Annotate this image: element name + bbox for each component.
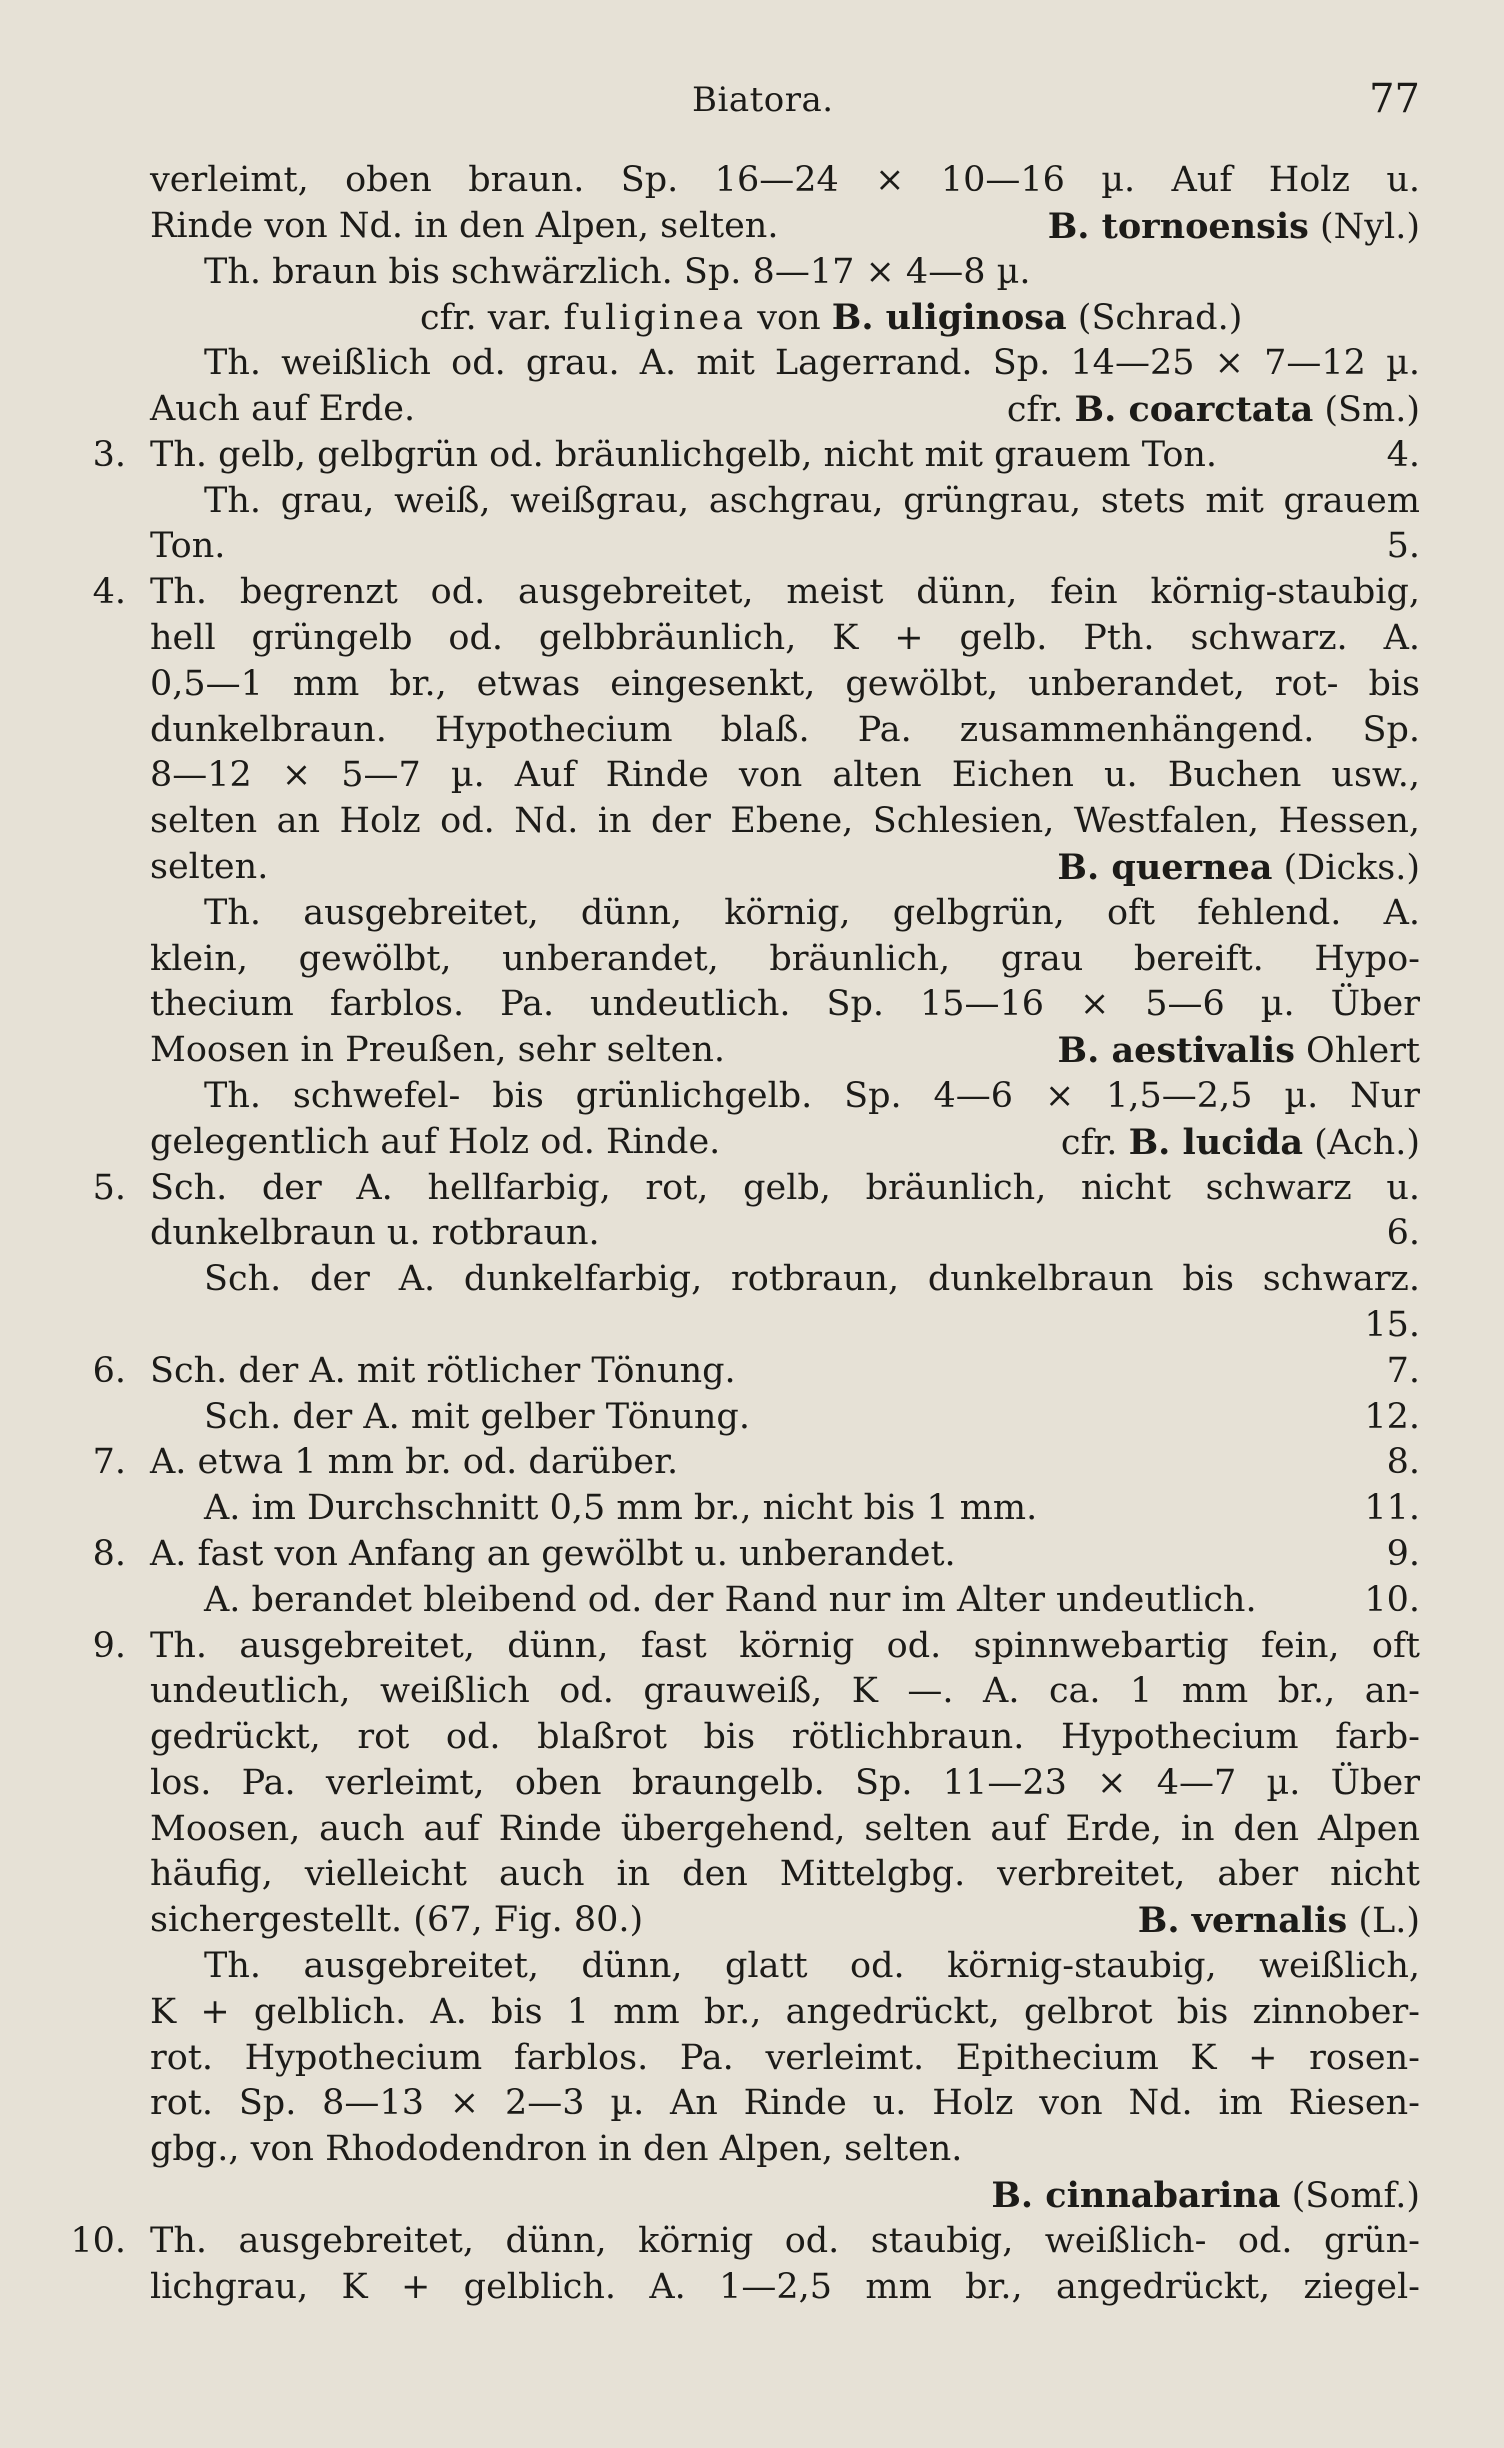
key-number: 6. bbox=[92, 1350, 126, 1391]
text-line bbox=[0, 937, 1504, 983]
text-line bbox=[0, 2036, 1504, 2082]
text-line bbox=[0, 753, 1504, 799]
text-line bbox=[0, 341, 1504, 387]
text-line bbox=[0, 708, 1504, 754]
species-reference bbox=[1058, 1028, 1420, 1075]
line-text: gelegentlich auf Holz od. Rinde. bbox=[150, 1121, 721, 1162]
species-name: B. aestivalis bbox=[1057, 1030, 1295, 1072]
line-text: hell grüngelb od. gelbbräunlich, K + gelb. Pth. schwarz. A. bbox=[150, 617, 1420, 658]
text-line bbox=[0, 1028, 1504, 1074]
key-target-number: 9. bbox=[1386, 1533, 1420, 1574]
reference-prefix: cfr. var. bbox=[420, 298, 564, 339]
line-text: Sch. der A. hellfarbig, rot, gelb, bräunlich, nicht schwarz u. bbox=[150, 1167, 1420, 1208]
species-reference bbox=[1048, 204, 1420, 251]
text-line bbox=[0, 1852, 1504, 1898]
key-target-number: 5. bbox=[1386, 526, 1420, 567]
text-line bbox=[0, 158, 1504, 204]
species-name: B. cinnabarina bbox=[991, 2175, 1281, 2217]
key-number: 8. bbox=[92, 1533, 126, 1574]
line-text: thecium farblos. Pa. undeutlich. Sp. 15—16 × 5—6 µ. Über bbox=[150, 984, 1420, 1025]
line-text: Ton. bbox=[150, 526, 226, 567]
species-reference bbox=[1061, 1120, 1420, 1167]
text-line bbox=[0, 1761, 1504, 1807]
line-text: häufig, vielleicht auch in den Mittelgbg. verbreitet, aber nicht bbox=[150, 1854, 1420, 1895]
key-number: 7. bbox=[92, 1442, 126, 1483]
text-line bbox=[0, 1303, 1504, 1349]
text-line bbox=[0, 1486, 1504, 1532]
species-author: (Ach.) bbox=[1303, 1122, 1420, 1163]
text-line bbox=[0, 2265, 1504, 2311]
line-text: Th. gelb, gelbgrün od. bräunlichgelb, nicht mit grauem Ton. bbox=[150, 434, 1218, 475]
line-text: Sch. der A. dunkelfarbig, rotbraun, dunkelbraun bis schwarz. bbox=[204, 1259, 1420, 1300]
species-reference bbox=[1057, 845, 1420, 892]
text-line bbox=[0, 891, 1504, 937]
species-name: B. coarctata bbox=[1074, 388, 1314, 430]
text-line bbox=[0, 1578, 1504, 1624]
key-number: 9. bbox=[92, 1625, 126, 1666]
line-text: Th. begrenzt od. ausgebreitet, meist dünn, fein körnig-staubig, bbox=[150, 572, 1420, 613]
line-text: gbg., von Rhododendron in den Alpen, selten. bbox=[150, 2129, 963, 2170]
line-text: A. fast von Anfang an gewölbt u. unberandet. bbox=[150, 1533, 956, 1574]
key-target-number: 6. bbox=[1386, 1213, 1420, 1254]
species-author: (Dicks.) bbox=[1272, 847, 1420, 888]
line-text: selten. bbox=[150, 846, 269, 887]
line-text: rot. Sp. 8—13 × 2—3 µ. An Rinde u. Holz von Nd. im Riesen- bbox=[150, 2083, 1420, 2124]
line-text: selten an Holz od. Nd. in der Ebene, Schlesien, Westfalen, Hessen, bbox=[150, 801, 1420, 842]
text-line bbox=[0, 1898, 1504, 1944]
line-text: gedrückt, rot od. blaßrot bis rötlichbraun. Hypothecium farb- bbox=[150, 1717, 1420, 1758]
text-body bbox=[0, 158, 1504, 2310]
text-line bbox=[0, 1669, 1504, 1715]
text-line bbox=[0, 2219, 1504, 2265]
species-reference bbox=[991, 2173, 1420, 2220]
text-line bbox=[0, 479, 1504, 525]
text-line bbox=[0, 2127, 1504, 2173]
text-line bbox=[0, 2081, 1504, 2127]
species-name: B. quernea bbox=[1057, 846, 1273, 888]
key-number: 10. bbox=[70, 2220, 126, 2261]
reference-connector: von bbox=[746, 298, 832, 339]
line-text: dunkelbraun u. rotbraun. bbox=[150, 1213, 600, 1254]
line-text: K + gelblich. A. bis 1 mm br., angedrückt, gelbrot bis zinnober- bbox=[150, 1991, 1420, 2032]
text-line bbox=[0, 1257, 1504, 1303]
species-name: B. tornoensis bbox=[1047, 205, 1309, 247]
text-line bbox=[0, 433, 1504, 479]
key-target-number: 7. bbox=[1386, 1350, 1420, 1391]
line-text: Auch auf Erde. bbox=[150, 388, 416, 429]
line-text: A. im Durchschnitt 0,5 mm br., nicht bis 1 mm. bbox=[204, 1488, 1038, 1529]
species-author: Ohlert bbox=[1294, 1031, 1420, 1072]
text-line bbox=[0, 1211, 1504, 1257]
text-line bbox=[0, 662, 1504, 708]
species-author: (Sm.) bbox=[1313, 389, 1420, 430]
line-text: Sch. der A. mit rötlicher Tönung. bbox=[150, 1350, 736, 1391]
line-text: sichergestellt. (67, Fig. 80.) bbox=[150, 1900, 644, 1941]
text-line bbox=[0, 2173, 1504, 2219]
line-text: 8—12 × 5—7 µ. Auf Rinde von alten Eichen u. Buchen usw., bbox=[150, 755, 1420, 796]
text-line bbox=[0, 1120, 1504, 1166]
text-line bbox=[0, 616, 1504, 662]
text-line bbox=[0, 1990, 1504, 2036]
text-line bbox=[0, 799, 1504, 845]
running-title: Biatora. bbox=[692, 80, 834, 120]
text-line bbox=[0, 982, 1504, 1028]
text-line bbox=[0, 295, 1504, 341]
text-line bbox=[0, 1349, 1504, 1395]
text-line bbox=[0, 845, 1504, 891]
text-line bbox=[0, 250, 1504, 296]
text-line bbox=[0, 1395, 1504, 1441]
species-author: (L.) bbox=[1347, 1901, 1420, 1942]
reference-line bbox=[420, 295, 1420, 342]
line-text: Th. ausgebreitet, dünn, glatt od. körnig-staubig, weißlich, bbox=[204, 1946, 1420, 1987]
text-line bbox=[0, 1166, 1504, 1212]
text-line bbox=[0, 570, 1504, 616]
page-number: 77 bbox=[1369, 76, 1420, 122]
line-text: los. Pa. verleimt, oben braungelb. Sp. 11—23 × 4—7 µ. Über bbox=[150, 1762, 1420, 1803]
line-text: verleimt, oben braun. Sp. 16—24 × 10—16 µ. Auf Holz u. bbox=[150, 160, 1420, 200]
species-author: (Schrad.) bbox=[1066, 298, 1243, 339]
key-target-number: 12. bbox=[1364, 1396, 1420, 1437]
text-line bbox=[0, 1532, 1504, 1578]
text-line bbox=[0, 387, 1504, 433]
species-name: B. uliginosa bbox=[831, 297, 1067, 339]
key-target-number: 15. bbox=[1364, 1304, 1420, 1345]
line-text: 0,5—1 mm br., etwas eingesenkt, gewölbt, unberandet, rot- bis bbox=[150, 663, 1420, 704]
text-line bbox=[0, 1624, 1504, 1670]
species-author: (Somf.) bbox=[1280, 2176, 1420, 2217]
species-name: B. vernalis bbox=[1137, 1900, 1348, 1942]
page-header bbox=[0, 76, 1504, 126]
key-target-number: 11. bbox=[1364, 1488, 1420, 1529]
line-text: Th. ausgebreitet, dünn, körnig od. staubig, weißlich- od. grün- bbox=[150, 2220, 1420, 2261]
line-text: Th. ausgebreitet, dünn, körnig, gelbgrün, oft fehlend. A. bbox=[204, 892, 1420, 933]
line-text: A. etwa 1 mm br. od. darüber. bbox=[150, 1442, 679, 1483]
line-text: Th. braun bis schwärzlich. Sp. 8—17 × 4—8 µ. bbox=[204, 251, 1031, 292]
text-line bbox=[0, 1074, 1504, 1120]
line-text: Th. grau, weiß, weißgrau, aschgrau, grüngrau, stets mit grauem bbox=[204, 480, 1420, 521]
line-text: Th. schwefel- bis grünlichgelb. Sp. 4—6 × 1,5—2,5 µ. Nur bbox=[204, 1075, 1420, 1116]
line-text: Moosen, auch auf Rinde übergehend, selten auf Erde, in den Alpen bbox=[150, 1808, 1420, 1849]
line-text: Sch. der A. mit gelber Tönung. bbox=[204, 1396, 750, 1437]
line-text: Rinde von Nd. in den Alpen, selten. bbox=[150, 205, 779, 246]
line-text: dunkelbraun. Hypothecium blaß. Pa. zusammenhängend. Sp. bbox=[150, 709, 1420, 750]
line-text: klein, gewölbt, unberandet, bräunlich, grau bereift. Hypo- bbox=[150, 938, 1420, 979]
species-reference bbox=[1007, 387, 1420, 434]
key-target-number: 8. bbox=[1386, 1442, 1420, 1483]
species-author: (Nyl.) bbox=[1308, 206, 1420, 247]
text-line bbox=[0, 1807, 1504, 1853]
line-text: lichgrau, K + gelblich. A. 1—2,5 mm br., angedrückt, ziegel- bbox=[150, 2266, 1420, 2307]
text-line bbox=[0, 1715, 1504, 1761]
species-name: B. lucida bbox=[1128, 1121, 1304, 1163]
line-text: A. berandet bleibend od. der Rand nur im Alter undeutlich. bbox=[204, 1579, 1257, 1620]
text-line bbox=[0, 524, 1504, 570]
reference-prefix: cfr. bbox=[1006, 389, 1075, 430]
key-number: 3. bbox=[92, 434, 126, 475]
text-line bbox=[0, 1944, 1504, 1990]
text-line bbox=[0, 204, 1504, 250]
line-text: Moosen in Preußen, sehr selten. bbox=[150, 1030, 725, 1071]
reference-prefix: cfr. bbox=[1060, 1122, 1129, 1163]
line-text: undeutlich, weißlich od. grauweiß, K —. A. ca. 1 mm br., an- bbox=[150, 1671, 1420, 1712]
species-reference bbox=[1138, 1898, 1420, 1945]
key-number: 4. bbox=[92, 572, 126, 613]
line-text: Th. ausgebreitet, dünn, fast körnig od. spinnwebartig fein, oft bbox=[150, 1625, 1420, 1666]
variety-name: fuliginea bbox=[563, 298, 747, 339]
key-number: 5. bbox=[92, 1167, 126, 1208]
text-line bbox=[0, 1440, 1504, 1486]
line-text: rot. Hypothecium farblos. Pa. verleimt. Epithecium K + rosen- bbox=[150, 2037, 1420, 2078]
line-text: Th. weißlich od. grau. A. mit Lagerrand. Sp. 14—25 × 7—12 µ. bbox=[204, 343, 1420, 384]
key-target-number: 10. bbox=[1364, 1579, 1420, 1620]
key-target-number: 4. bbox=[1386, 434, 1420, 475]
